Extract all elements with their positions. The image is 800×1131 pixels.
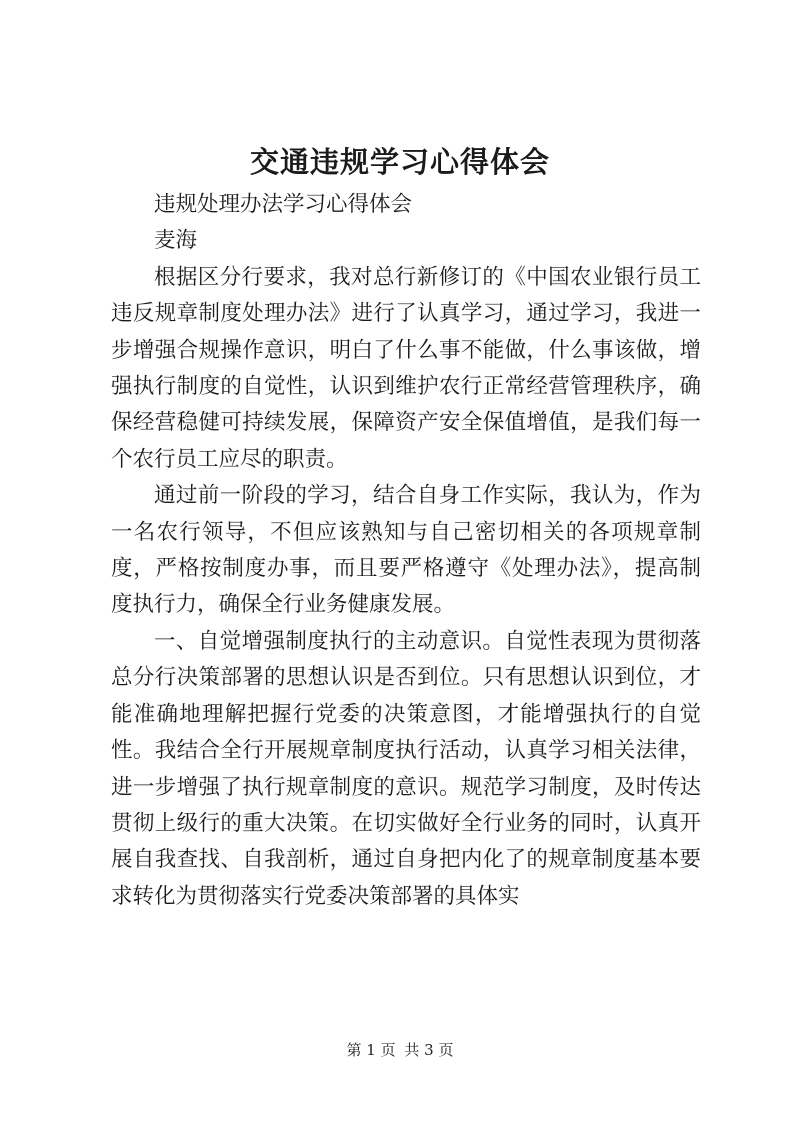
body-paragraph: 根据区分行要求，我对总行新修订的《中国农业银行员工违反规章制度处理办法》进行了认真学习，通过学习，我进一步增强合规操作意识，明白了什么事不能做，什么事该做，增强执行制度的自觉性，认识到维护农行正常经营管理秩序，确保经营稳健可持续发展，保障资产安全保值增值，是我们每一个农行员工应尽的职责。 xyxy=(111,264,701,472)
subtitle-paragraph: 违规处理办法学习心得体会 xyxy=(154,192,413,217)
document-title: 交通违规学习心得体会 xyxy=(249,145,550,179)
author-paragraph: 麦海 xyxy=(154,228,198,254)
page-total: 共 3 页 xyxy=(404,1041,454,1059)
body-paragraph: 一、自觉增强制度执行的主动意识。自觉性表现为贯彻落总分行决策部署的思想认识是否到位。只有思想认识到位，才能准确地理解把握行党委的决策意图，才能增强执行的自觉性。我结合全行开展规章制度执行活动，认真学习相关法律，进一步增强了执行规章制度的意识。规范学习制度，及时传达贯彻上级行的重大决策。在切实做好全行业务的同时，认真开展自我查找、自我剖析，通过自身把内化了的规章制度基本要求转化为贯彻落实行党委决策部署的具体实 xyxy=(111,628,701,909)
page-number: 第 1 页 xyxy=(346,1041,396,1059)
body-paragraph: 通过前一阶段的学习，结合自身工作实际，我认为，作为一名农行领导，不但应该熟知与自己密切相关的各项规章制度，严格按制度办事，而且要严格遵守《处理办法》，提高制度执行力，确保全行业务健康发展。 xyxy=(111,483,701,618)
page-footer xyxy=(0,1040,800,1060)
document-body xyxy=(111,187,701,915)
